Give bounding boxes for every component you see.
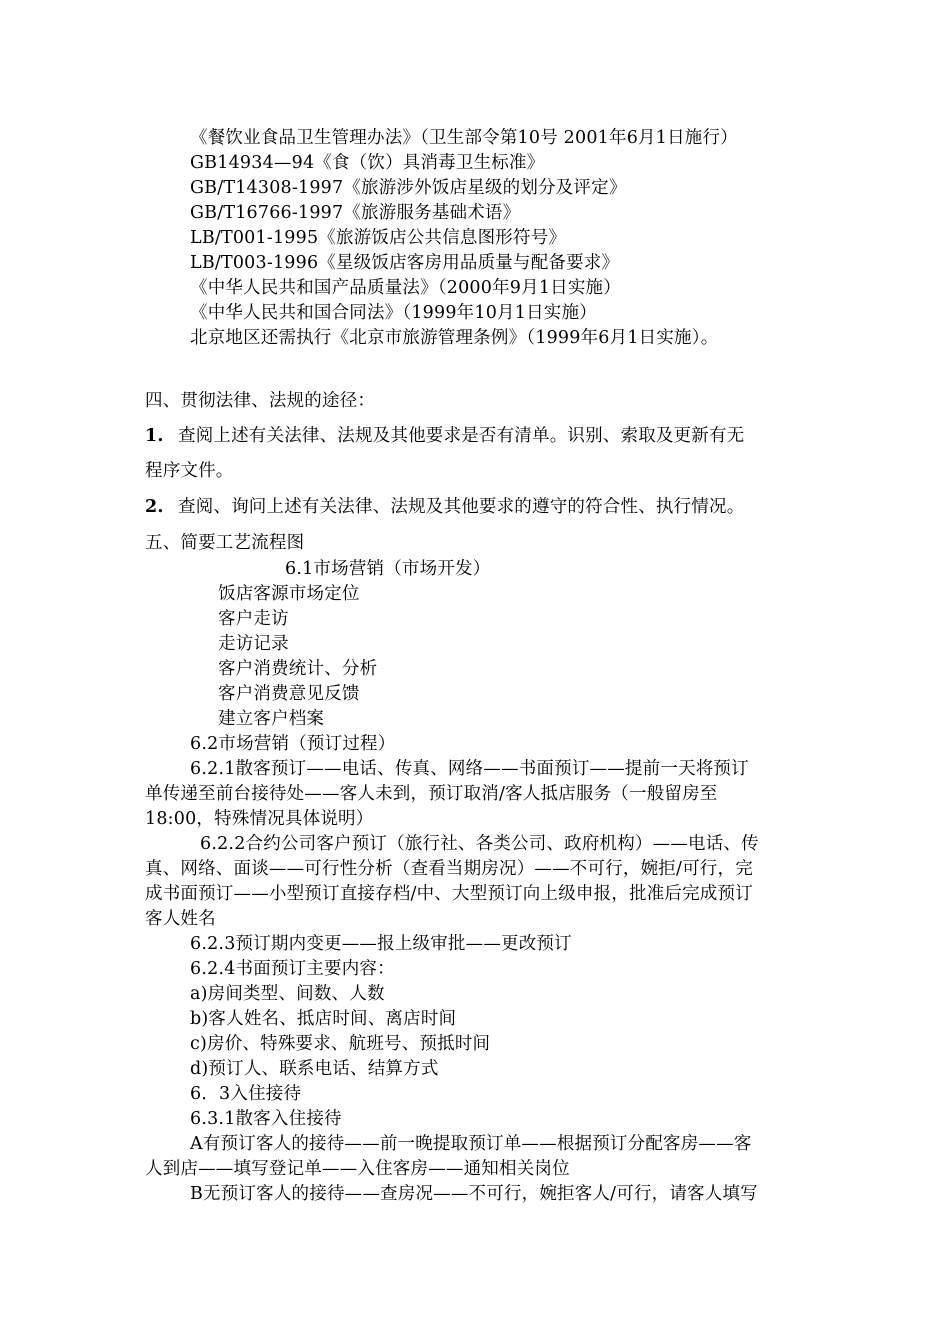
paragraph-6-2-2: 真、网络、面谈——可行性分析（查看当期房况）——不可行，婉拒/可行，完 — [145, 859, 753, 879]
section4-item2-text: 查阅、询问上述有关法律、法规及其他要求的遵守的符合性、执行情况。 — [178, 497, 745, 517]
flow-step: 客户走访 — [218, 609, 289, 629]
section-6-2-4-title: 6.2.4书面预订主要内容： — [190, 959, 395, 979]
section-6-1-title: 6.1市场营销（市场开发） — [285, 559, 491, 579]
section4-item1-text: 查阅上述有关法律、法规及其他要求是否有清单。识别、索取及更新有无 — [178, 426, 745, 446]
section4-item1-number: 1. — [145, 426, 164, 446]
paragraph-6-3-1-b: B无预订客人的接待——查房况——不可行，婉拒客人/可行，请客人填写 — [190, 1184, 758, 1204]
standard-item: GB/T14308-1997《旅游涉外饭店星级的划分及评定》 — [190, 178, 627, 198]
section4-heading: 四、贯彻法律、法规的途径： — [145, 391, 376, 411]
paragraph-6-3-1-a: A有预订客人的接待——前一晚提取预订单——根据预订分配客房——客 — [190, 1134, 752, 1154]
section4-item2-number: 2. — [145, 497, 164, 517]
section-6-3-1-title: 6.3.1散客入住接待 — [190, 1109, 342, 1129]
standard-item: GB14934—94《食（饮）具消毒卫生标准》 — [190, 153, 545, 173]
standard-item: 北京地区还需执行《北京市旅游管理条例》（1999年6月1日实施）。 — [190, 328, 719, 348]
booking-content-item: a)房间类型、间数、人数 — [190, 984, 385, 1004]
standard-item: LB/T003-1996《星级饭店客房用品质量与配备要求》 — [190, 253, 620, 273]
booking-content-item: c)房价、特殊要求、航班号、预抵时间 — [190, 1034, 491, 1054]
section-6-3-title: 6．3入住接待 — [190, 1084, 302, 1104]
paragraph-6-2-3: 6.2.3预订期内变更——报上级审批——更改预订 — [190, 934, 572, 954]
standard-item: LB/T001-1995《旅游饭店公共信息图形符号》 — [190, 228, 567, 248]
booking-content-item: b)客人姓名、抵店时间、离店时间 — [190, 1009, 457, 1029]
booking-content-item: d)预订人、联系电话、结算方式 — [190, 1059, 439, 1079]
standard-item: 《餐饮业食品卫生管理办法》（卫生部令第10号 2001年6月1日施行） — [190, 128, 738, 148]
section5-heading: 五、简要工艺流程图 — [145, 533, 305, 553]
standard-item: 《中华人民共和国产品质量法》（2000年9月1日实施） — [190, 278, 621, 298]
paragraph-6-2-1: 单传递至前台接待处——客人未到，预订取消/客人抵店服务（一般留房至 — [145, 784, 718, 804]
section4-item1-text-cont: 程序文件。 — [145, 461, 234, 481]
flow-step: 饭店客源市场定位 — [218, 584, 360, 604]
paragraph-6-2-1: 18:00，特殊情况具体说明） — [145, 809, 374, 829]
paragraph-6-2-2: 成书面预订——小型预订直接存档/中、大型预订向上级申报，批准后完成预订 — [145, 884, 753, 904]
flow-step: 建立客户档案 — [218, 709, 325, 729]
paragraph-6-2-1: 6.2.1散客预订——电话、传真、网络——书面预订——提前一天将预订 — [190, 759, 749, 779]
standard-item: 《中华人民共和国合同法》（1999年10月1日实施） — [190, 303, 597, 323]
flow-step: 走访记录 — [218, 634, 289, 654]
flow-step: 客户消费意见反馈 — [218, 684, 360, 704]
paragraph-6-3-1-a: 人到店——填写登记单——入住客房——通知相关岗位 — [145, 1159, 570, 1179]
standard-item: GB/T16766-1997《旅游服务基础术语》 — [190, 203, 521, 223]
paragraph-6-2-2: 6.2.2合约公司客户预订（旅行社、各类公司、政府机构）——电话、传 — [200, 834, 759, 854]
paragraph-6-2-2: 客人姓名 — [145, 909, 216, 929]
section-6-2-title: 6.2市场营销（预订过程） — [190, 734, 396, 754]
flow-step: 客户消费统计、分析 — [218, 659, 378, 679]
